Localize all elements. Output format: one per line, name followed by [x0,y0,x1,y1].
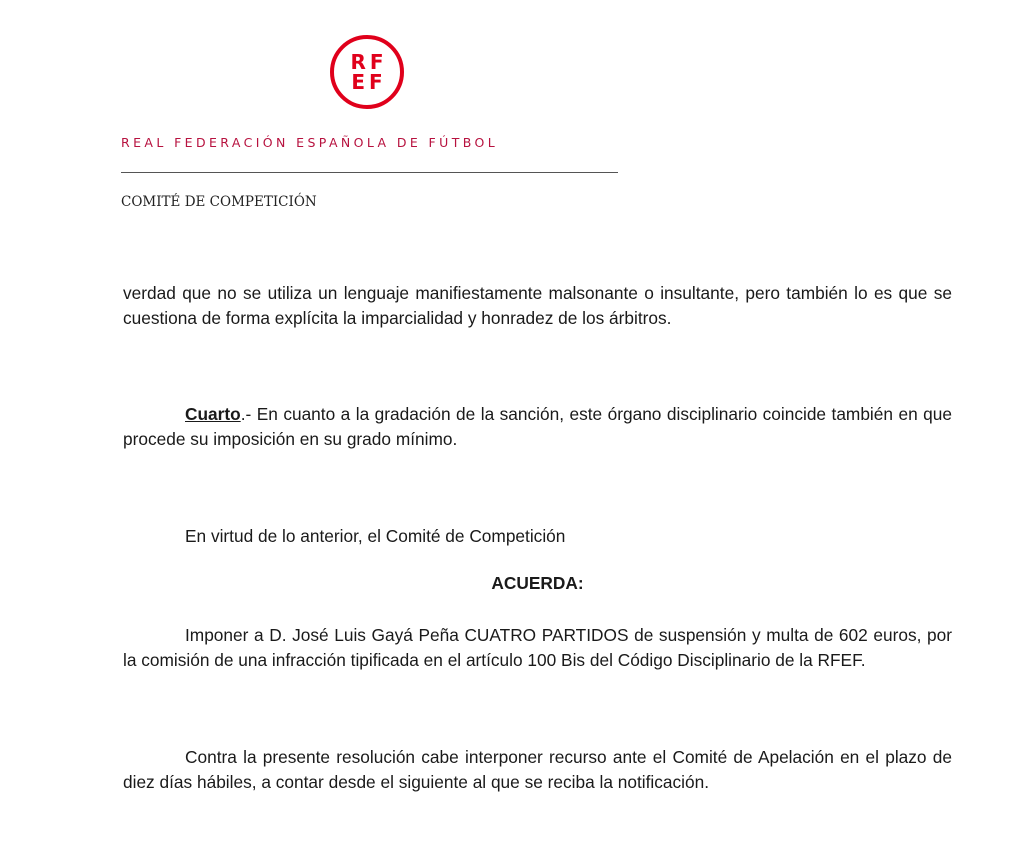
logo-line-2: EF [351,70,387,94]
paragraph-resolution: Imponer a D. José Luis Gayá Peña CUATRO PARTIDOS de suspensión y multa de 602 euros, por la comisión de una infracción tipificada en el artículo 100 Bis del Código Disciplinario de la RFEF. [123,625,952,670]
paragraph-en-virtud: En virtud de lo anterior, el Comité de Competición [185,526,566,546]
paragraph-cuarto [123,402,952,451]
federation-name: REAL FEDERACIÓN ESPAÑOLA DE FÚTBOL [121,135,499,150]
logo-line-1: RF [350,50,388,74]
committee-name: COMITÉ DE COMPETICIÓN [121,194,317,210]
rfef-logo [330,35,404,109]
paragraph-continued: verdad que no se utiliza un lenguaje manifiestamente malsonante o insultante, pero también lo es que se cuestiona de forma explícita la imparcialidad y honradez de los árbitros. [123,283,952,328]
header-divider [121,172,618,173]
cuarto-label: Cuarto [185,404,241,424]
cuarto-text: .- En cuanto a la gradación de la sanción, este órgano disciplinario coincide también en que procede su imposición en su grado mínimo. [123,404,952,449]
acuerda-heading: ACUERDA: [491,573,584,593]
paragraph-appeal: Contra la presente resolución cabe interponer recurso ante el Comité de Apelación en el plazo de diez días hábiles, a contar desde el siguiente al que se reciba la notificación. [123,747,952,792]
